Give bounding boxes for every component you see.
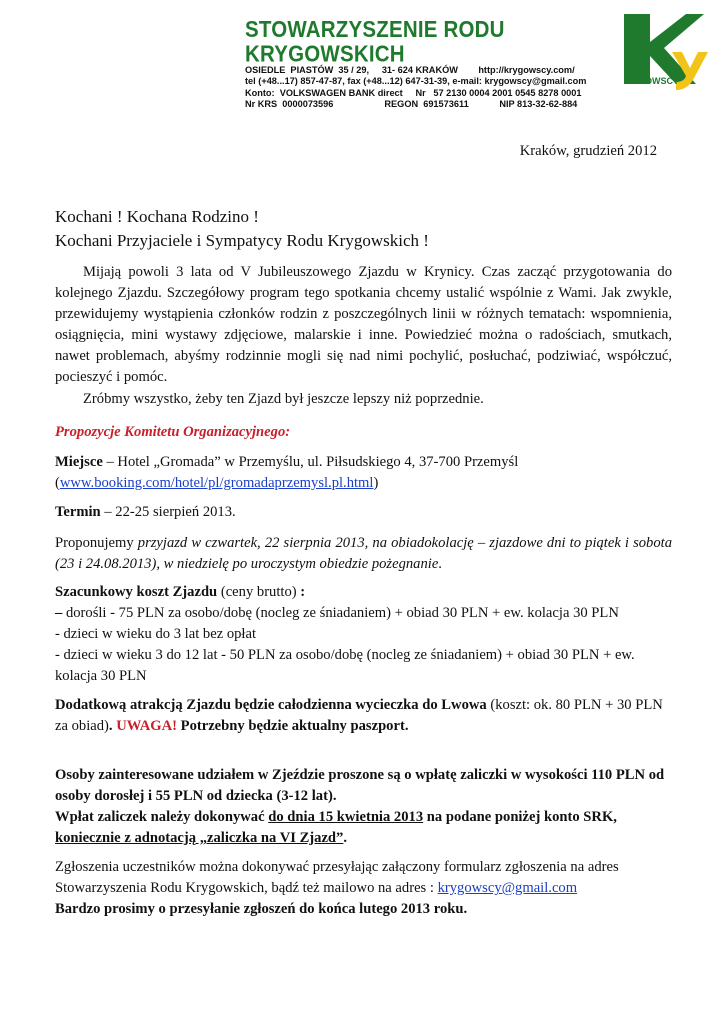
cost-heading	[55, 582, 672, 603]
trip-bold: Dodatkową atrakcją Zjazdu będzie całodzienna wycieczka do Lwowa	[55, 697, 487, 713]
deposit-line-1: Osoby zainteresowane udziałem w Zjeździe proszone są o wpłatę zaliczki w wysokości 110 PLN od osoby dorosłej i 55 PLN od dziecka (3-12 lat).	[55, 767, 665, 804]
deposit-text: Wpłat zaliczek należy dokonywać	[55, 809, 269, 825]
term-label: Termin	[55, 504, 101, 520]
greeting	[55, 205, 429, 253]
registration-deadline: Bardzo prosimy o przesyłanie zgłoszeń do końca lutego 2013 roku.	[55, 901, 468, 917]
term-text: – 22-25 sierpień 2013.	[100, 504, 236, 520]
org-name: STOWARZYSZENIE RODU KRYGOWSKICH	[245, 16, 505, 68]
cost-heading-note: (ceny brutto)	[217, 584, 301, 600]
deposit-line-2	[55, 807, 672, 828]
cost-item-children: - dzieci w wieku 3 do 12 lat - 50 PLN za osobo/dobę (nocleg ze śniadaniem) + obiad 30 PLN + ew. kolacja 30 PLN	[55, 647, 635, 684]
place-paren-open: (	[55, 475, 60, 491]
deposit-paragraph	[55, 765, 672, 849]
trip-cost: (koszt: ok. 80 PLN + 30 PLN za obiad)	[55, 697, 663, 734]
greeting-line-2: Kochani Przyjaciele i Sympatycy Rodu Krygowskich !	[55, 231, 429, 250]
greeting-line-1: Kochani ! Kochana Rodzino !	[55, 207, 259, 226]
cost-section	[55, 582, 672, 687]
trip-paragraph	[55, 695, 672, 737]
proposal-paragraph	[55, 533, 672, 575]
deposit-line-3	[55, 828, 672, 849]
cost-item-dash: –	[55, 605, 63, 621]
letterhead-details	[245, 65, 610, 111]
term-section	[55, 502, 672, 523]
letterhead-contact: tel (+48...17) 857-47-87, fax (+48...12) 647-31-39, e-mail: krygowscy@gmail.com	[245, 76, 587, 87]
cost-item-toddlers: - dzieci w wieku do 3 lat bez opłat	[55, 626, 256, 642]
proposals-heading: Propozycje Komitetu Organizacyjnego:	[55, 424, 291, 440]
warning-label: UWAGA!	[116, 718, 177, 734]
deposit-note-end: .	[343, 830, 348, 846]
proposal-lead: Proponujemy	[55, 535, 138, 551]
trip-dot: .	[108, 718, 117, 734]
place-paren-close: )	[373, 475, 379, 491]
proposal-end: .	[438, 556, 442, 572]
org-logo	[624, 12, 710, 92]
place-text: – Hotel „Gromada” w Przemyślu, ul. Piłsudskiego 4, 37-700 Przemyśl	[102, 454, 519, 470]
cost-item-adults	[55, 603, 672, 624]
place-section	[55, 452, 672, 494]
letterhead-registry: Nr KRS 0000073596 REGON 691573611 NIP 813-32-62-884	[245, 99, 578, 110]
registration-email-link[interactable]: krygowscy@gmail.com	[437, 880, 578, 896]
place-label: Miejsce	[55, 454, 103, 470]
cost-heading-colon: :	[300, 584, 306, 600]
intro-paragraph: Mijają powoli 3 lata od V Jubileuszowego Zjazdu w Krynicy. Czas zacząć przygotowania do kolejnego Zjazdu. Szczegółowy program tego spotkania chcemy ustalić wspólnie z Wami. Jak zwykle, przewidujemy wystąpienia członków rodzin z poszczególnych linii w różnych tematach: wspomnienia, osiągnięcia, mini wystawy zdjęciowe, malarskie i inne. Powiedzieć można o radościach, smutkach, nawet problemach, abyśmy rodzinnie mogli się nad nimi pochylić, posłuchać, podziwiać, współczuć, pocieszyć i pomóc.	[55, 264, 672, 385]
hotel-booking-link[interactable]: www.booking.com/hotel/pl/gromadaprzemysl.pl.html	[59, 475, 374, 491]
trip-passport: Potrzebny będzie aktualny paszport.	[177, 718, 409, 734]
cost-heading-bold: Szacunkowy koszt Zjazdu	[55, 584, 218, 600]
letter-date: Kraków, grudzień 2012	[519, 143, 657, 159]
letterhead-address: OSIEDLE PIASTÓW 35 / 29, 31- 624 KRAKÓW http://krygowscy.com/	[245, 65, 575, 75]
proposal-details: przyjazd w czwartek, 22 sierpnia 2013, na obiadokolację – zjazdowe dni to piątek i sobota (23 i 24.08.2013), w niedzielę po uroczystym obiedzie pożegnanie	[55, 535, 673, 572]
logo-subtext: GOWSCY	[638, 76, 680, 86]
deposit-note: koniecznie z adnotacją „zaliczka na VI Zjazd”	[55, 830, 344, 846]
intro-paragraph-2: Zróbmy wszystko, żeby ten Zjazd był jeszcze lepszy niż poprzednie.	[83, 391, 484, 407]
cost-item-adults-text: dorośli - 75 PLN za osobo/dobę (nocleg ze śniadaniem) + obiad 30 PLN + ew. kolacja 30 PLN	[62, 605, 619, 621]
letterhead-bank: Konto: VOLKSWAGEN BANK direct Nr 57 2130 0004 2001 0545 8278 0001	[245, 87, 582, 98]
letterhead	[245, 18, 610, 111]
deposit-deadline: do dnia 15 kwietnia 2013	[268, 809, 424, 825]
registration-paragraph	[55, 857, 672, 920]
registration-text: Zgłoszenia uczestników można dokonywać przesyłając załączony formularz zgłoszenia na adres Stowarzyszenia Rodu Krygowskich, bądź też mailowo na adres :	[55, 859, 619, 896]
deposit-account: na podane poniżej konto SRK,	[423, 809, 617, 825]
